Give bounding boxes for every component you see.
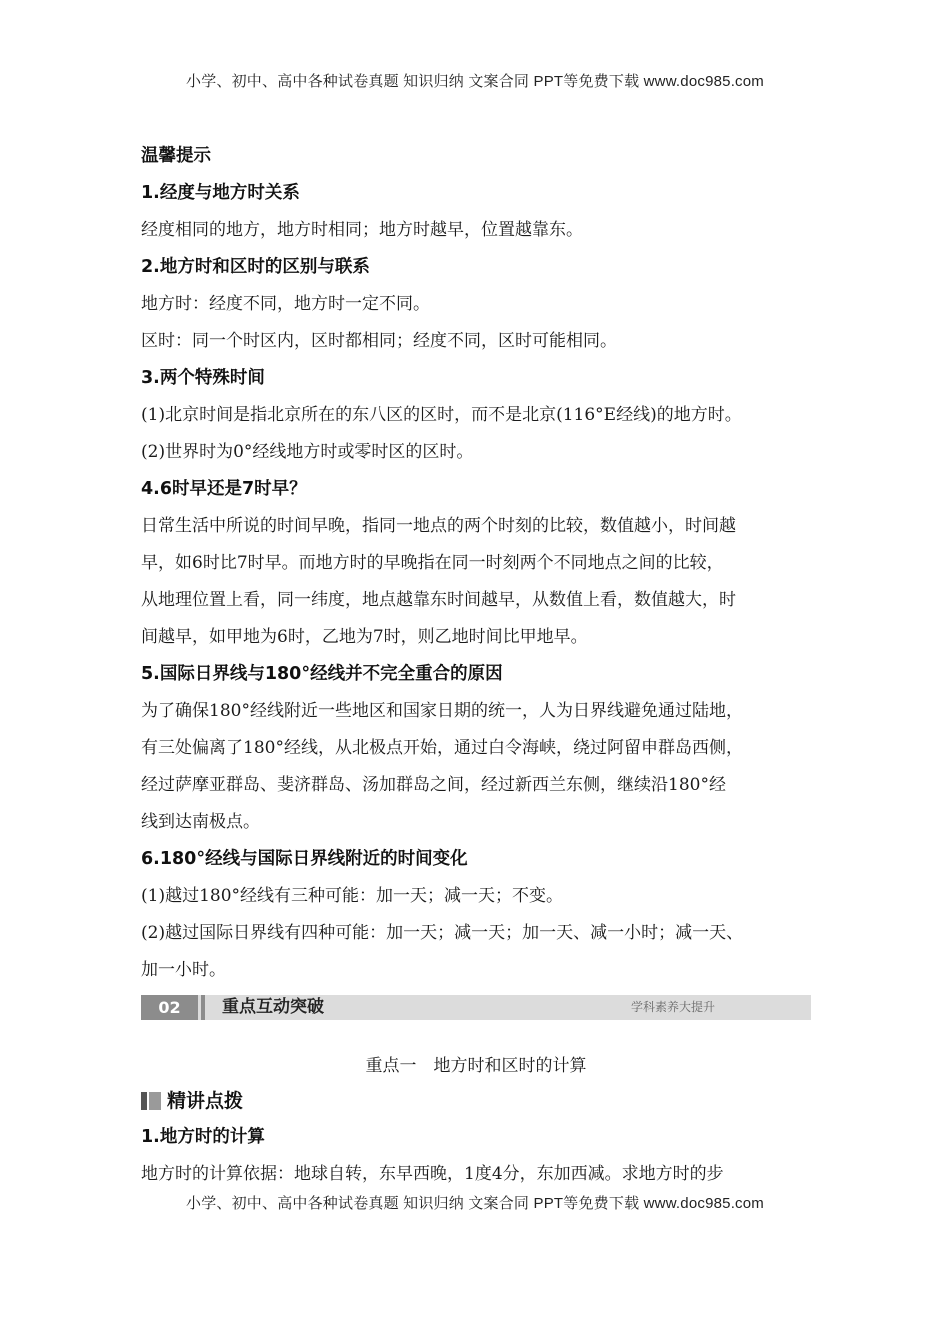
banner-number: 02 bbox=[141, 995, 198, 1020]
tip-heading-1: 1.经度与地方时关系 bbox=[141, 183, 300, 203]
key-point-title: 重点一 地方时和区时的计算 bbox=[365, 1056, 587, 1076]
tip-6-line-3: 加一小时。 bbox=[141, 960, 226, 980]
tip-heading-3: 3.两个特殊时间 bbox=[141, 368, 265, 388]
tip-6-line-2: (2)越过国际日界线有四种可能：加一天；减一天；加一天、减一小时；减一天、 bbox=[141, 923, 744, 943]
section-banner bbox=[141, 995, 811, 1020]
tip-5-line-4: 线到达南极点。 bbox=[141, 812, 260, 832]
key-point-line: 地方时的计算依据：地球自转，东早西晚，1度4分，东加西减。求地方时的步 bbox=[141, 1164, 724, 1184]
section-label-text: 精讲点拨 bbox=[167, 1090, 244, 1112]
tip-2-line-2: 区时：同一个时区内，区时都相同；经度不同，区时可能相同。 bbox=[141, 331, 617, 351]
main-content bbox=[141, 144, 811, 1186]
tip-2-line-1: 地方时：经度不同，地方时一定不同。 bbox=[141, 294, 430, 314]
section-label bbox=[141, 1088, 811, 1114]
tip-3-line-2: (2)世界时为0°经线地方时或零时区的区时。 bbox=[141, 442, 474, 462]
page-header: 小学、初中、高中各种试卷真题 知识归纳 文案合同 PPT等免费下载 www.doc985.com bbox=[186, 73, 764, 90]
tip-heading-2: 2.地方时和区时的区别与联系 bbox=[141, 257, 370, 277]
tip-4-line-2: 早，如6时比7时早。而地方时的早晚指在同一时刻两个不同地点之间的比较， bbox=[141, 553, 724, 573]
page-footer: 小学、初中、高中各种试卷真题 知识归纳 文案合同 PPT等免费下载 www.doc985.com bbox=[186, 1195, 764, 1212]
banner-subtitle: 学科素养大提升 bbox=[630, 1000, 715, 1014]
tips-title: 温馨提示 bbox=[141, 146, 211, 166]
tip-6-line-1: (1)越过180°经线有三种可能：加一天；减一天；不变。 bbox=[141, 886, 564, 906]
tip-4-line-4: 间越早，如甲地为6时，乙地为7时，则乙地时间比甲地早。 bbox=[141, 627, 588, 647]
tip-heading-4: 4.6时早还是7时早？ bbox=[141, 479, 307, 499]
banner-title: 重点互动突破 bbox=[222, 997, 324, 1017]
tip-5-line-3: 经过萨摩亚群岛、斐济群岛、汤加群岛之间，经过新西兰东侧，继续沿180°经 bbox=[141, 775, 726, 795]
section-bar-icon bbox=[141, 1092, 161, 1110]
tip-heading-5: 5.国际日界线与180°经线并不完全重合的原因 bbox=[141, 664, 503, 684]
tip-heading-6: 6.180°经线与国际日界线附近的时间变化 bbox=[141, 849, 468, 869]
tip-5-line-2: 有三处偏离了180°经线，从北极点开始，通过白令海峡，绕过阿留申群岛西侧， bbox=[141, 738, 743, 758]
banner-divider bbox=[201, 995, 205, 1020]
sub-heading: 1.地方时的计算 bbox=[141, 1127, 265, 1147]
tip-3-line-1: (1)北京时间是指北京所在的东八区的区时，而不是北京(116°E经线)的地方时。 bbox=[141, 405, 742, 425]
tip-4-line-3: 从地理位置上看，同一纬度，地点越靠东时间越早，从数值上看，数值越大，时 bbox=[141, 590, 736, 610]
tip-4-line-1: 日常生活中所说的时间早晚，指同一地点的两个时刻的比较，数值越小，时间越 bbox=[141, 516, 736, 536]
tip-5-line-1: 为了确保180°经线附近一些地区和国家日期的统一，人为日界线避免通过陆地， bbox=[141, 701, 743, 721]
tip-1-line-1: 经度相同的地方，地方时相同；地方时越早，位置越靠东。 bbox=[141, 220, 583, 240]
